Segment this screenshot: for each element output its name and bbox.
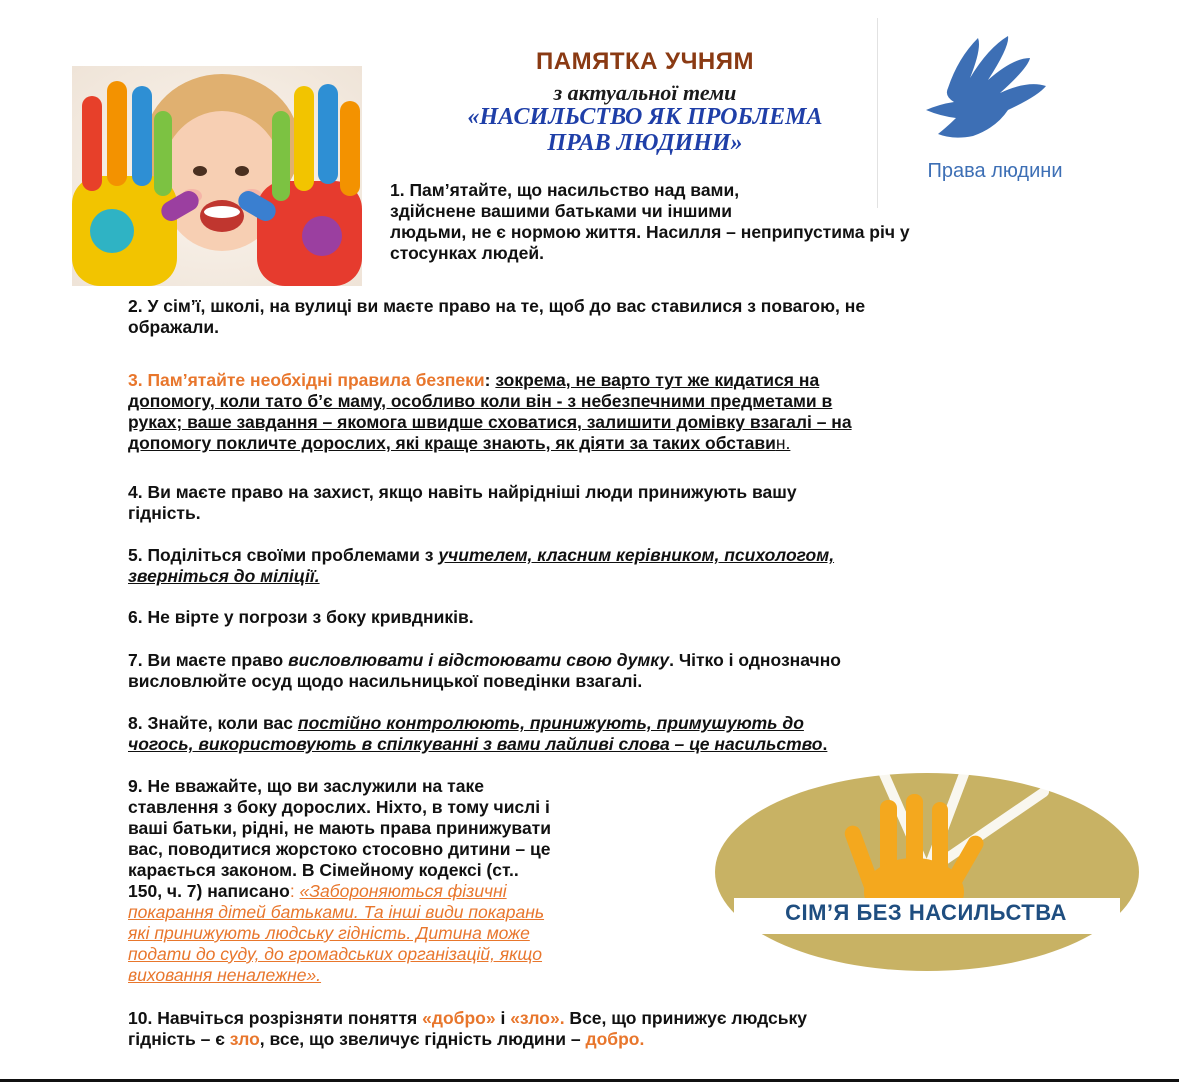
item-5-underline-2: зверніться до міліції. [128, 566, 320, 586]
topic-line-2: ПРАВ ЛЮДИНИ» [547, 130, 743, 156]
item-5-underline-1: учителем, класним керівником, психологом, [438, 545, 835, 565]
item-8-end: . [822, 734, 828, 754]
human-rights-logo-text: Права людини [927, 160, 1063, 182]
item-4-line-1: 4. Ви маєте право на захист, якщо навіть найрідніші люди принижують вашу [128, 482, 797, 502]
item-9-quote-2: покарання дітей батьками. Та інші види покарань [128, 902, 545, 922]
item-2-line-1: У сім’ї, школі, на вулиці ви маєте право на те, щоб до вас ставилися з повагою, не [142, 296, 866, 316]
item-3-heading: 3. Пам’ятайте необхідні правила безпеки [128, 370, 485, 390]
item-9-line-5: карається законом. В Сімейному кодексі (ст.. [128, 860, 519, 880]
item-5-lead: 5. Поділіться своїми проблемами з [128, 545, 439, 565]
item-10-and: і [495, 1008, 511, 1028]
item-9-line-4: вас, поводитися жорстоко стосовно дитини – це [128, 839, 551, 859]
item-8-underline-1: постійно контролюють, принижують, примушують до [297, 713, 804, 733]
item-1-number: 1. [390, 180, 405, 200]
item-9-line-2: ставлення з боку дорослих. Ніхто, в тому числі і [128, 797, 550, 817]
item-7-tail: . Чітко і однозначно [669, 650, 841, 670]
item-3 [128, 370, 1138, 454]
memo-subtitle: з актуальної теми [553, 80, 737, 105]
item-10-line-2a: гідність – є [128, 1029, 230, 1049]
item-9-line-1: 9. Не вважайте, що ви заслужили на таке [128, 776, 484, 796]
item-10-lead: 10. Навчіться розрізняти поняття [128, 1008, 423, 1028]
item-5 [128, 545, 1128, 587]
item-6: 6. Не вірте у погрози з боку кривдників. [128, 607, 474, 627]
item-4 [128, 482, 1128, 524]
item-3-line-1: зокрема, не варто тут же кидатися на [495, 370, 820, 390]
item-1-line-3: людьми, не є нормою життя. Насилля – неприпустима річ у [390, 222, 910, 242]
item-10-good: «добро» [422, 1008, 496, 1028]
item-1-line-2: здійснене вашими батьками чи іншими [390, 201, 732, 221]
item-2-line-2: ображали. [128, 317, 220, 337]
item-10-good-2: добро. [585, 1029, 645, 1049]
memo-title: ПАМЯТКА УЧНЯМ [536, 48, 754, 75]
item-9-quote-3: які принижують людську гідність. Дитина може [128, 923, 530, 943]
item-3-line-4-end: н. [775, 433, 791, 453]
family-without-violence-text: СІМ’Я БЕЗ НАСИЛЬСТВА [785, 900, 1067, 925]
item-3-colon: : [484, 370, 496, 390]
blue-hand-bird-icon [878, 18, 1098, 168]
item-7-line-2: висловлюйте осуд щодо насильницької поведінки взагалі. [128, 671, 643, 691]
item-9-quote-4: подати до суду, до громадських організацій, якщо [128, 944, 543, 964]
item-9-colon: : [289, 881, 300, 901]
item-10-evil-2: зло [229, 1029, 260, 1049]
memo-topic [390, 104, 900, 156]
item-1-line-1: Пам’ятайте, що насильство над вами, [404, 180, 740, 200]
child-painted-hands-icon [72, 66, 362, 286]
item-9-line-6: 150, ч. 7) написано [128, 881, 290, 901]
item-9-quote-5: виховання неналежне». [128, 965, 322, 985]
item-8-underline-2: чогось, використовують в спілкуванні з вами лайливі слова – це насильство [128, 734, 823, 754]
item-8 [128, 713, 1138, 755]
item-9-line-3: ваші батьки, рідні, не мають права принижувати [128, 818, 551, 838]
item-1 [390, 180, 1110, 264]
item-7 [128, 650, 1138, 692]
item-2 [128, 296, 1128, 338]
item-10-tail: Все, що принижує людську [564, 1008, 808, 1028]
golden-hand-oval-icon [714, 772, 1140, 972]
family-without-violence-logo [714, 772, 1140, 972]
item-2-number: 2. [128, 296, 143, 316]
item-1-line-4: стосунках людей. [390, 243, 544, 263]
item-8-lead: 8. Знайте, коли вас [128, 713, 298, 733]
item-9-quote-1: «Забороняються фізичні [299, 881, 507, 901]
item-3-line-3: руках; ваше завдання – якомога швидше сховатися, залишити домівку взагалі – на [128, 412, 852, 432]
item-3-line-2: допомогу, коли тато б’є маму, особливо коли він - з небезпечними предметами в [128, 391, 833, 411]
child-painted-hands-photo [72, 66, 362, 286]
item-9 [128, 776, 708, 986]
item-10-evil: «зло». [510, 1008, 565, 1028]
topic-line-1: «НАСИЛЬСТВО ЯК ПРОБЛЕМА [467, 104, 823, 130]
item-7-lead: 7. Ви маєте право [128, 650, 289, 670]
item-7-italic: висловлювати і відстоювати свою думку [288, 650, 670, 670]
item-10-line-2b: , все, що звеличує гідність людини – [259, 1029, 586, 1049]
item-3-line-4: допомогу покличте дорослих, які краще знають, як діяти за таких обстави [128, 433, 776, 453]
item-4-line-2: гідність. [128, 503, 201, 523]
item-10 [128, 1008, 1138, 1050]
